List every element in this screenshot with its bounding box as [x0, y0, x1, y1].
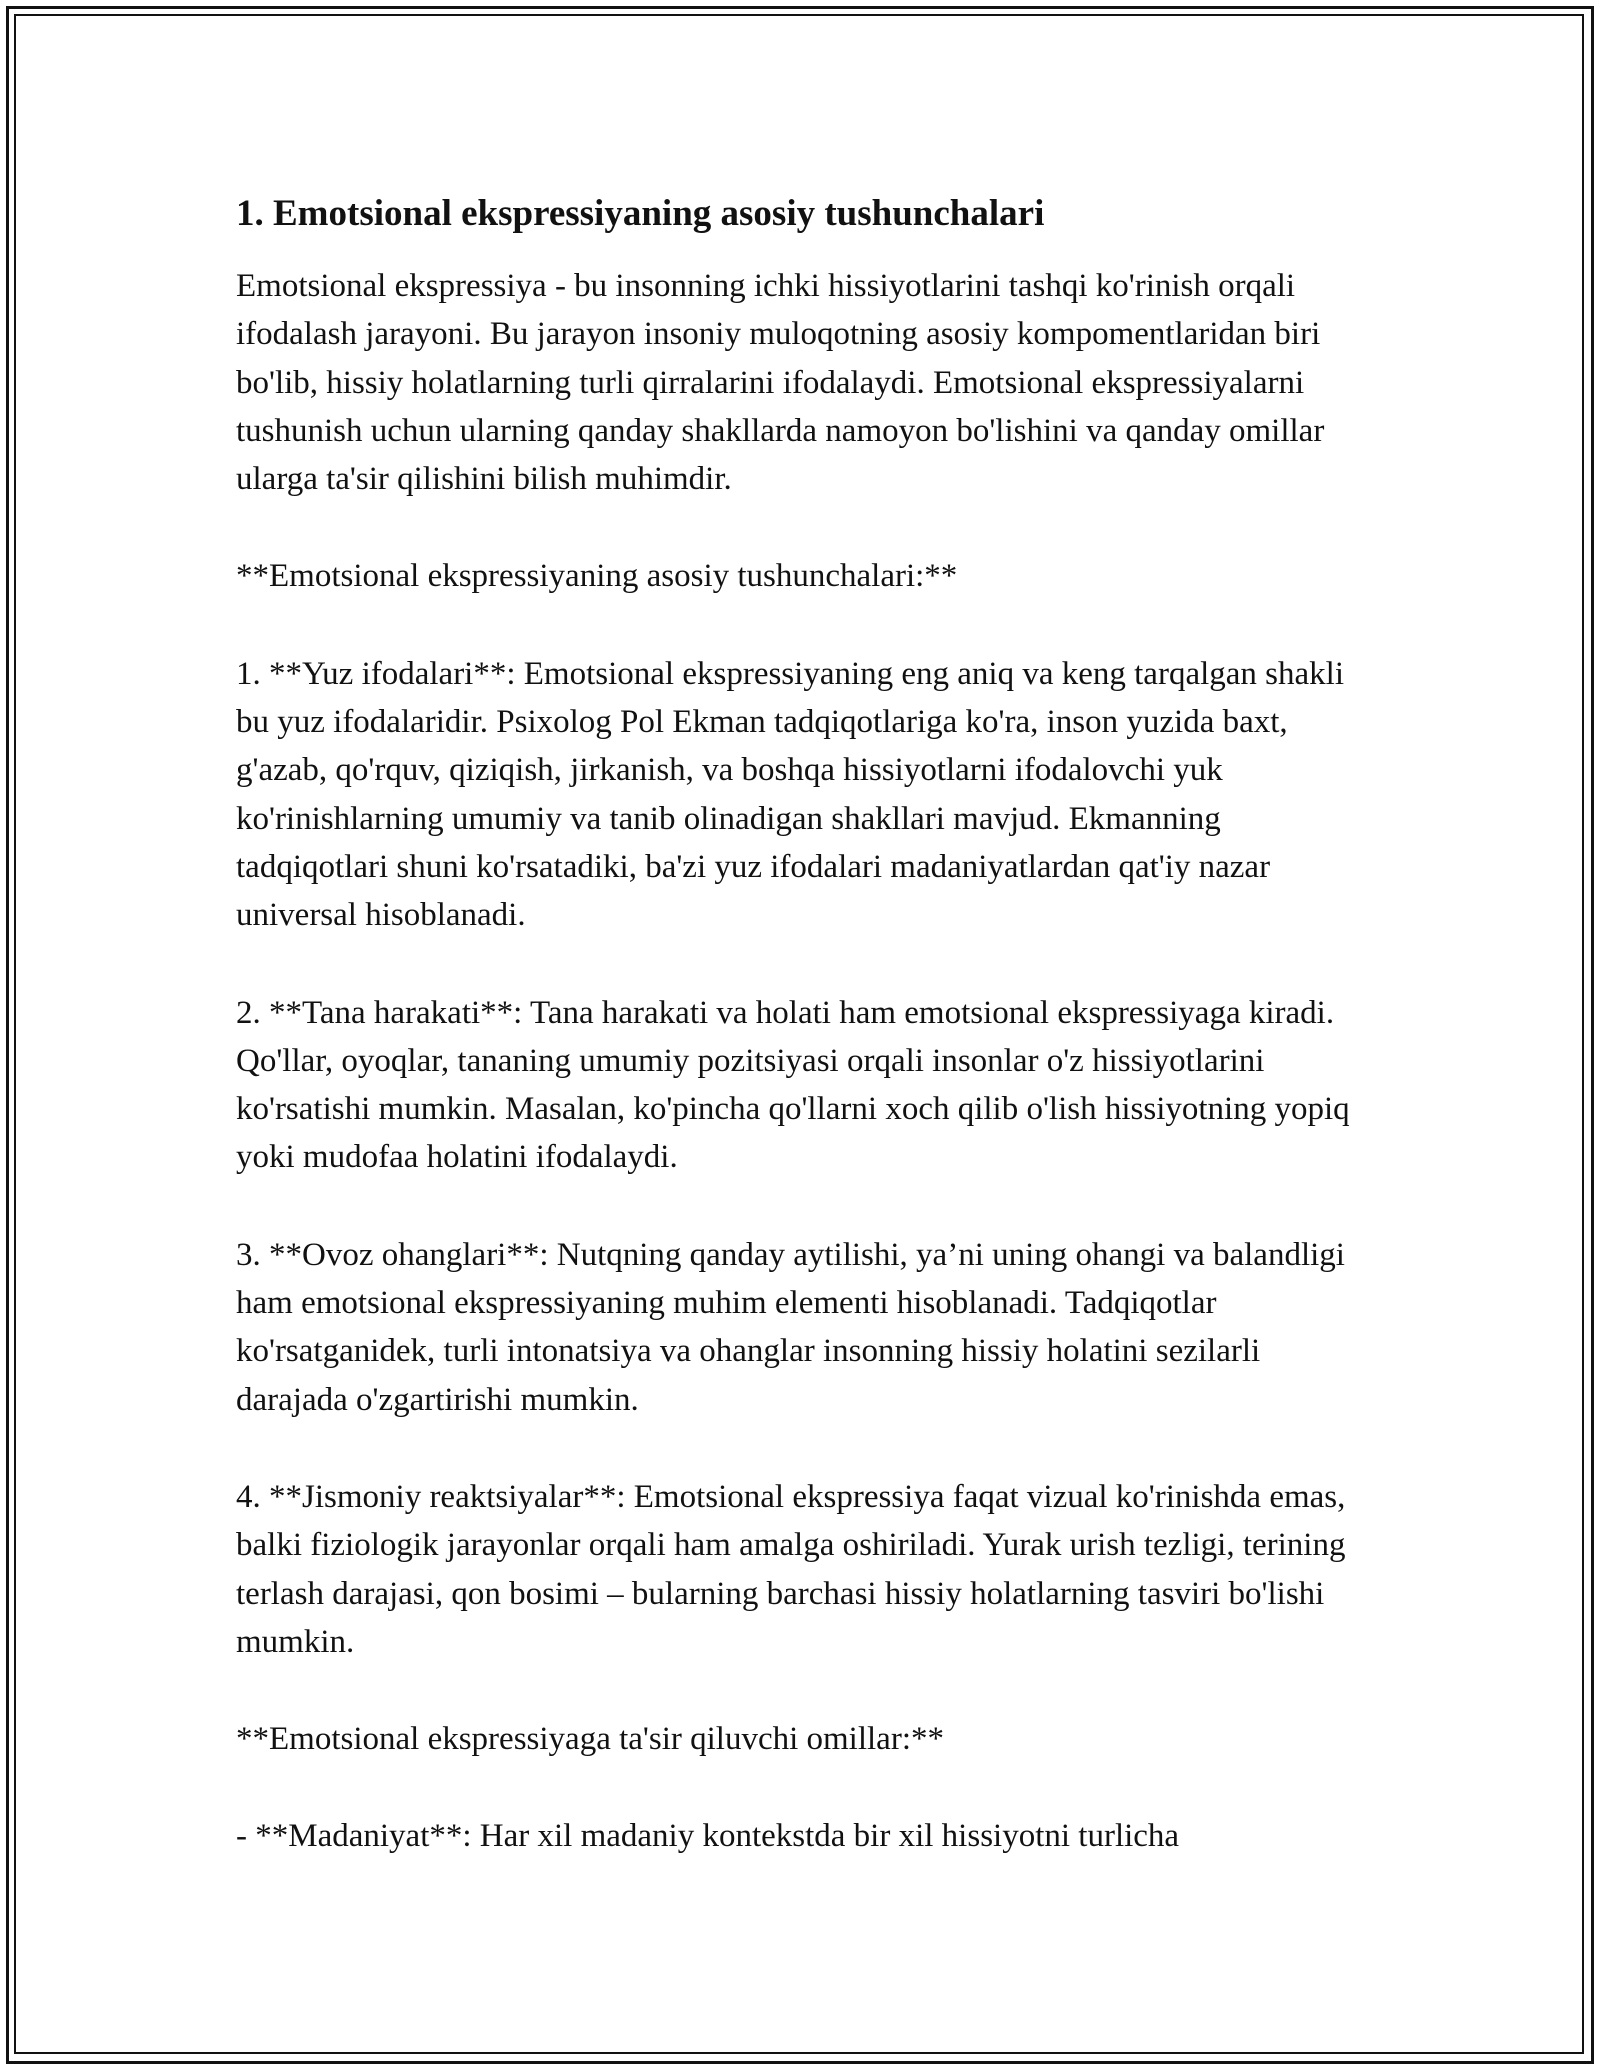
subheading-concepts: **Emotsional ekspressiyaning asosiy tushunchalari:**: [236, 558, 958, 595]
intro-paragraph: Emotsional ekspressiya - bu insonning ichki hissiyotlarini tashqi ko'rinish orqali ifodalash jarayoni. Bu jarayon insoniy muloqotning asosiy kompomentlaridan biri bo'lib, hissiy holatlarning turli qirralarini ifodalaydi. Emotsional ekspressiyalarni tushunish uchun ularning qanday shakllarda namoyon bo'lishini va qanday omillar ularga ta'sir qilishini bilish muhimdir.: [236, 268, 1325, 498]
list-item-physical-reactions: 4. **Jismoniy reaktsiyalar**: Emotsional ekspressiya faqat vizual ko'rinishda emas, balki fiziologik jarayonlar orqali ham amalga oshiriladi. Yurak urish tezligi, terining terlash darajasi, qon bosimi – bularning barchasi hissiy holatlarning tasviri bo'lishi mumkin.: [236, 1478, 1346, 1660]
list-item-voice-tones: 3. **Ovoz ohanglari**: Nutqning qanday aytilishi, ya’ni uning ohangi va balandligi ham emotsional ekspressiyaning muhim elementi hisoblanadi. Tadqiqotlar ko'rsatganidek, turli intonatsiya va ohanglar insonning hissiy holatini sezilarli darajada o'zgartirishi mumkin.: [236, 1236, 1345, 1418]
list-item-body-movement: 2. **Tana harakati**: Tana harakati va holati ham emotsional ekspressiyaga kiradi. Qo'llar, oyoqlar, tananing umumiy pozitsiyasi orqali insonlar o'z hissiyotlarini ko'rsatishi mumkin. Masalan, ko'pincha qo'llarni xoch qilib o'lish hissiyotning yopiq yoki mudofaa holatini ifodalaydi.: [236, 994, 1350, 1176]
subheading-factors: **Emotsional ekspressiyaga ta'sir qiluvchi omillar:**: [236, 1721, 944, 1758]
bullet-item-culture: - **Madaniyat**: Har xil madaniy kontekstda bir xil hissiyotni turlicha: [236, 1818, 1180, 1855]
section-heading: 1. Emotsional ekspressiyaning asosiy tushunchalari: [236, 193, 1045, 234]
list-item-facial-expressions: 1. **Yuz ifodalari**: Emotsional ekspressiyaning eng aniq va keng tarqalgan shakli bu yuz ifodalaridir. Psixolog Pol Ekman tadqiqotlariga ko'ra, inson yuzida baxt, g'azab, qo'rquv, qiziqish, jirkanish, va boshqa hissiyotlarni ifodalovchi yuk ko'rinishlarning umumiy va tanib olinadigan shakllari mavjud. Ekmanning tadqiqotlari shuni ko'rsatadiki, ba'zi yuz ifodalari madaniyatlardan qat'iy nazar universal hisoblanadi.: [236, 655, 1344, 934]
document-body: [236, 186, 1376, 1861]
